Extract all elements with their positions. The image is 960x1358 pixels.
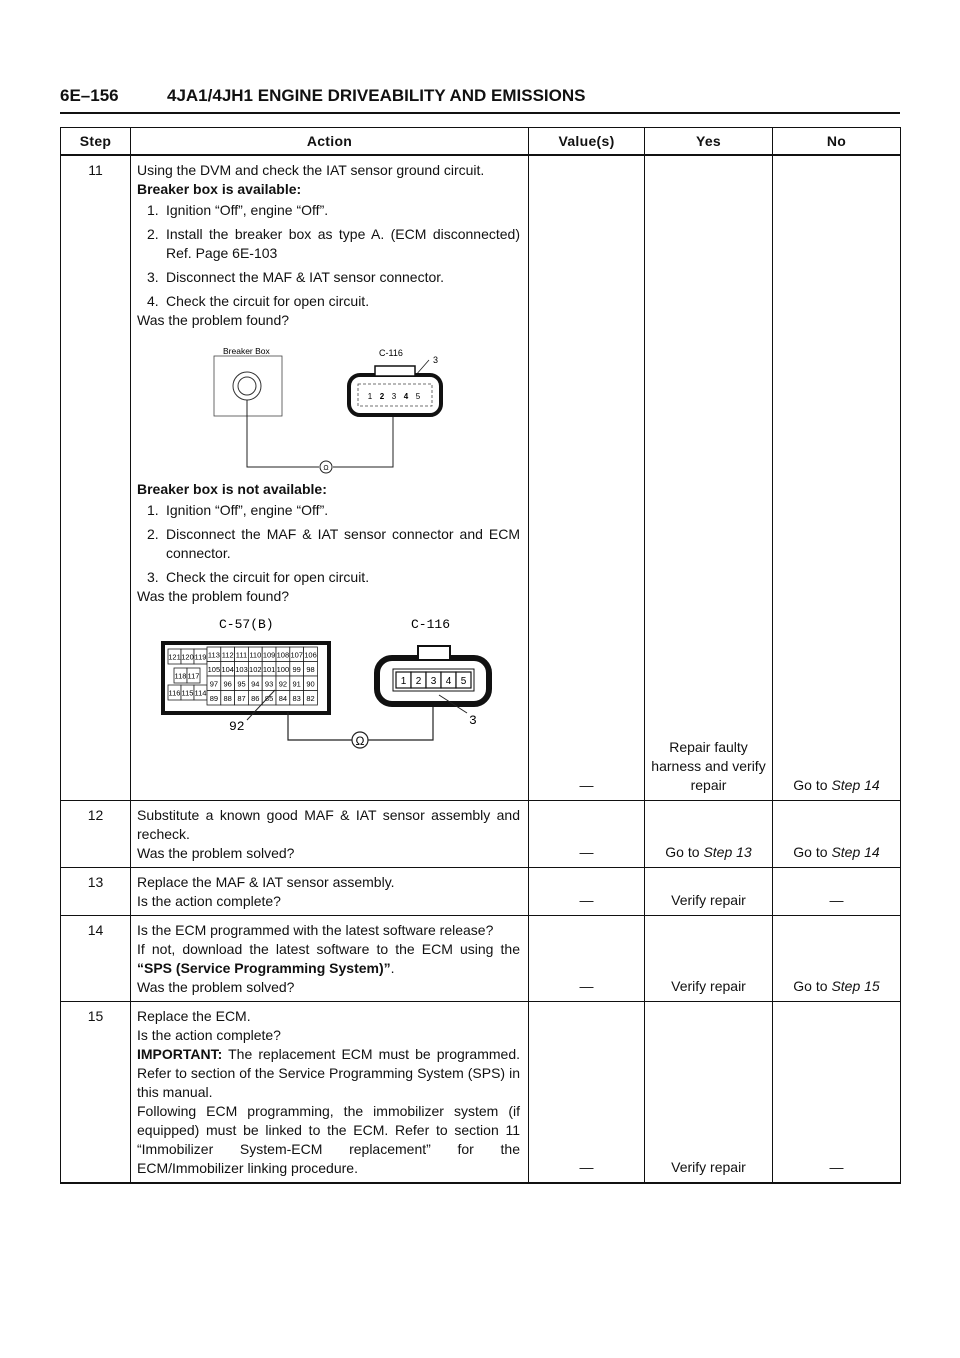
- page-number: 6E–156: [60, 86, 119, 105]
- value-cell: —: [529, 155, 645, 800]
- page-title: 4JA1/4JH1 ENGINE DRIVEABILITY AND EMISSIONS: [167, 86, 586, 105]
- ohmmeter-symbol: Ω: [323, 465, 329, 472]
- ecm_right-pin-number: 85: [264, 693, 274, 703]
- ecm_right-pin-number: 86: [251, 693, 260, 703]
- no-cell: —: [773, 867, 901, 915]
- yes-cell: Verify repair: [645, 915, 773, 1001]
- step-number: 15: [61, 1001, 131, 1183]
- ecm-connector-label: C-57(B): [219, 617, 274, 632]
- sensor-pin-number: 5: [460, 676, 467, 687]
- ecm_right-pin-number: 102: [249, 664, 262, 674]
- list-item: 4. Check the circuit for open circuit.: [147, 293, 370, 309]
- ecm_right-pin-number: 92: [278, 679, 288, 689]
- yes-cell: Verify repair: [645, 867, 773, 915]
- list-item: 1. Ignition “Off”, engine “Off”.: [147, 202, 329, 218]
- step-number: 12: [61, 800, 131, 867]
- value-cell: —: [529, 1001, 645, 1183]
- ecm_right-pin-number: 104: [221, 664, 234, 674]
- ecm_left-pin-number: 114: [194, 688, 207, 698]
- ecm_right-pin-number: 90: [306, 679, 315, 689]
- ecm_right-pin-number: 110: [249, 650, 262, 660]
- column-header-no: No: [773, 128, 901, 156]
- ecm_right-pin-number: 93: [264, 679, 274, 689]
- table-row-step-11: [61, 155, 901, 800]
- important-note: IMPORTANT: The replacement ECM must be programmed. Refer to section of the Service Programming System (SPS) in this manual.: [137, 1045, 520, 1100]
- ecm_right-pin-number: 101: [262, 664, 276, 674]
- step-link[interactable]: Step 14: [831, 776, 880, 793]
- ecm-pin-label: 92: [229, 719, 245, 734]
- breaker-box-diagram: [137, 330, 521, 480]
- ecm_right-pin-number: 82: [306, 693, 315, 703]
- sensor-pin-grid: [393, 669, 474, 691]
- ecm_right-pin-number: 94: [251, 679, 260, 689]
- no-cell: —: [773, 1001, 901, 1183]
- ecm_right-pin-number: 103: [235, 664, 248, 674]
- sensor-pin-number: 3: [430, 676, 437, 687]
- ecm_right-pin-number: 98: [306, 664, 315, 674]
- question: Is the action complete?: [137, 1026, 281, 1043]
- procedure-list: [137, 501, 520, 587]
- connector-label: C-116: [379, 348, 403, 358]
- ecm_left-pin-number: 118: [174, 671, 187, 681]
- table-row-step-12: [61, 800, 901, 867]
- action-text: Replace the MAF & IAT sensor assembly.: [137, 873, 395, 890]
- connector-pin: 5: [415, 392, 421, 401]
- list-item: 2. Install the breaker box as type A. (ECM disconnected) Ref. Page 6E-103: [147, 226, 520, 261]
- breaker-box-label: Breaker Box: [223, 346, 270, 356]
- action-cell: [131, 915, 529, 1001]
- list-item: 1. Ignition “Off”, engine “Off”.: [147, 502, 329, 518]
- list-item: 2. Disconnect the MAF & IAT sensor connector and ECM connector.: [147, 526, 520, 561]
- ecm_right-pin-number: 112: [221, 650, 234, 660]
- connector-pin: 4: [403, 392, 409, 401]
- ecm_right-pin-number: 83: [292, 693, 301, 703]
- ecm_right-pin-number: 97: [209, 679, 219, 689]
- yes-cell: Verify repair: [645, 1001, 773, 1183]
- ecm_right-pin-number: 113: [207, 650, 220, 660]
- no-cell: Go to Step 14: [773, 155, 901, 800]
- sensor-pin-label: 3: [469, 713, 477, 728]
- connector-pin-label: 3: [433, 355, 439, 365]
- yes-cell: Go to Step 13: [645, 800, 773, 867]
- question: Was the problem solved?: [137, 978, 295, 995]
- connector-pin: 1: [367, 392, 373, 401]
- ecm_right-pin-number: 88: [223, 693, 232, 703]
- action-cell: [131, 155, 529, 800]
- ecm_right-pin-number: 107: [290, 650, 303, 660]
- action-intro: Using the DVM and check the IAT sensor ground circuit.: [137, 162, 485, 178]
- step-number: 11: [61, 155, 131, 800]
- action-cell: [131, 1001, 529, 1183]
- ecm_right-pin-number: 96: [223, 679, 232, 689]
- ecm_right-pin-number: 106: [304, 650, 317, 660]
- action-text: Is the ECM programmed with the latest software release?: [137, 921, 494, 938]
- question: Was the problem found?: [137, 312, 290, 328]
- table-row-step-13: [61, 867, 901, 915]
- list-item: 3. Check the circuit for open circuit.: [147, 569, 370, 585]
- ecm_right-pin-number: 84: [278, 693, 288, 703]
- table-row-step-14: [61, 915, 901, 1001]
- column-header-step: Step: [61, 128, 131, 156]
- ecm_right-pin-number: 89: [209, 693, 219, 703]
- no-cell: Go to Step 15: [773, 915, 901, 1001]
- sensor-connector-label: C-116: [411, 617, 451, 632]
- ecm_right-pin-number: 105: [207, 664, 221, 674]
- ecm_left-pin-number: 120: [181, 652, 194, 662]
- ecm_left-pin-number: 115: [181, 688, 194, 698]
- action-text: If not, download the latest software to the ECM using the “SPS (Service Programming System)”.: [137, 940, 520, 976]
- step-link[interactable]: Step 13: [703, 843, 752, 860]
- sensor-pin-number: 2: [415, 676, 422, 687]
- ecm_right-pin-number: 95: [237, 679, 246, 689]
- ecm_right-pin-number: 87: [237, 693, 246, 703]
- ecm_right-pin-number: 111: [235, 650, 248, 660]
- step-number: 13: [61, 867, 131, 915]
- action-cell: [131, 800, 529, 867]
- step-number: 14: [61, 915, 131, 1001]
- connector-pin: 2: [379, 392, 385, 401]
- list-item: 3. Disconnect the MAF & IAT sensor connector.: [147, 269, 445, 285]
- diagnostic-table: [60, 127, 901, 1184]
- breaker-box: [214, 356, 282, 416]
- step-link[interactable]: Step 15: [831, 977, 880, 994]
- column-header-yes: Yes: [645, 128, 773, 156]
- ecm_right-pin-number: 100: [276, 664, 290, 674]
- sensor-pin-number: 4: [445, 676, 452, 687]
- ecm_right-pin-number: 109: [262, 650, 276, 660]
- ohmmeter-symbol: Ω: [355, 734, 365, 748]
- ecm_left-pin-number: 121: [168, 652, 181, 662]
- question: Is the action complete?: [137, 892, 281, 909]
- step-link[interactable]: Step 14: [831, 843, 880, 860]
- value-cell: —: [529, 800, 645, 867]
- action-text: Substitute a known good MAF & IAT sensor assembly and recheck.: [137, 806, 520, 842]
- ecm_right-pin-number: 91: [292, 679, 301, 689]
- value-cell: —: [529, 867, 645, 915]
- ecm-connector-diagram: [137, 606, 521, 751]
- yes-cell: Repair faulty harness and verify repair: [645, 155, 773, 800]
- action-cell: [131, 867, 529, 915]
- section-title: Breaker box is available:: [137, 181, 302, 197]
- no-cell: Go to Step 14: [773, 800, 901, 867]
- page-header: [60, 86, 900, 114]
- ecm_left-pin-number: 116: [168, 688, 181, 698]
- action-text: Replace the ECM.: [137, 1007, 251, 1024]
- ecm-pin-grid: [168, 647, 317, 705]
- ecm_right-pin-number: 99: [292, 664, 301, 674]
- section-title: Breaker box is not available:: [137, 481, 327, 497]
- sensor-pin-number: 1: [400, 676, 407, 687]
- action-text: Following ECM programming, the immobilizer system (if equipped) must be linked to the ECM. Refer to section 11 “Immobilizer System-ECM replacement” for the ECM/Immobilizer linking procedure.: [137, 1102, 520, 1176]
- question: Was the problem solved?: [137, 844, 295, 861]
- procedure-list: [137, 201, 520, 311]
- ecm_right-pin-number: 108: [276, 650, 290, 660]
- question: Was the problem found?: [137, 588, 290, 604]
- table-header-row: [61, 128, 901, 156]
- connector-pin: 3: [391, 392, 397, 401]
- ecm_left-pin-number: 117: [187, 671, 200, 681]
- column-header-values: Value(s): [529, 128, 645, 156]
- value-cell: —: [529, 915, 645, 1001]
- ecm_left-pin-number: 119: [194, 652, 207, 662]
- column-header-action: Action: [131, 128, 529, 156]
- table-row-step-15: [61, 1001, 901, 1183]
